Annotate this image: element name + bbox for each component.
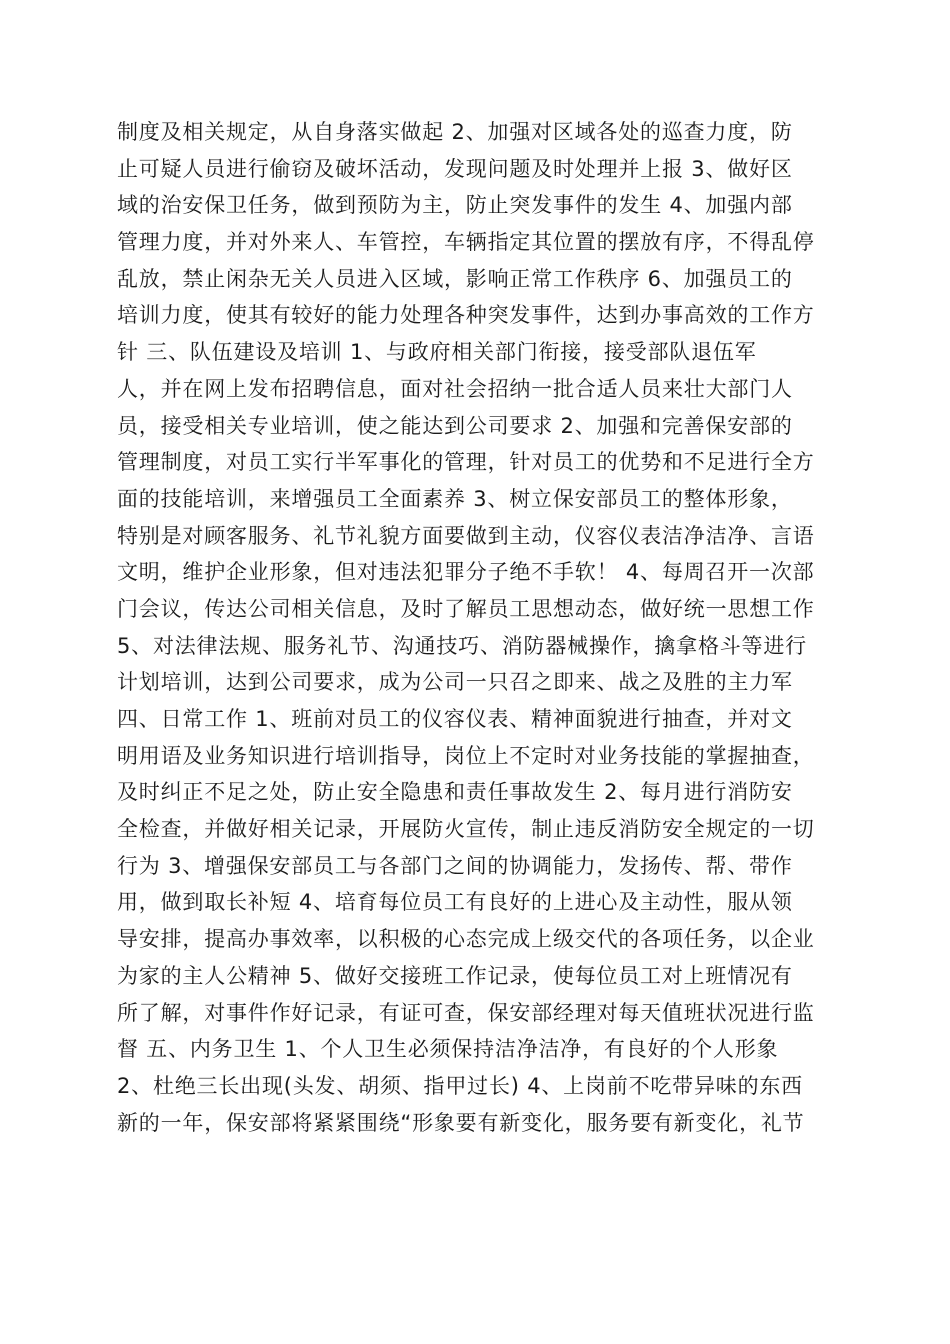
text-line: 乱放，禁止闲杂无关人员进入区域，影响正常工作秩序 6、加强员工的 bbox=[117, 266, 793, 291]
text-line: 为家的主人公精神 5、做好交接班工作记录，使每位员工对上班情况有 bbox=[117, 963, 793, 988]
text-line: 制度及相关规定，从自身落实做起 2、加强对区域各处的巡查力度，防 bbox=[117, 120, 793, 144]
text-line: 培训力度，使其有较好的能力处理各种突发事件，达到办事高效的工作方 bbox=[117, 303, 815, 328]
text-line: 人，并在网上发布招聘信息，面对社会招纳一批合适人员来壮大部门人 bbox=[117, 376, 793, 401]
text-line: 管理制度，对员工实行半军事化的管理，针对员工的优势和不足进行全方 bbox=[117, 450, 815, 475]
text-line: 新的一年，保安部将紧紧围绕“形象要有新变化，服务要有新变化，礼节 bbox=[117, 1110, 805, 1135]
text-line: 止可疑人员进行偷窃及破坏活动，发现问题及时处理并上报 3、做好区 bbox=[117, 156, 793, 181]
text-line: 全检查，并做好相关记录，开展防火宣传，制止违反消防安全规定的一切 bbox=[117, 817, 815, 842]
text-line: 管理力度，并对外来人、车管控，车辆指定其位置的摆放有序，不得乱停 bbox=[117, 230, 815, 255]
text-line: 行为 3、增强保安部员工与各部门之间的协调能力，发扬传、帮、带作 bbox=[117, 853, 793, 878]
body-text bbox=[117, 114, 837, 1141]
text-line: 所了解，对事件作好记录，有证可查，保安部经理对每天值班状况进行监 bbox=[117, 1000, 815, 1025]
text-line: 5、对法律法规、服务礼节、沟通技巧、消防器械操作，擒拿格斗等进行 bbox=[117, 633, 807, 658]
text-line: 四、日常工作 1、班前对员工的仪容仪表、精神面貌进行抽查，并对文 bbox=[117, 707, 793, 731]
text-line: 域的治安保卫任务，做到预防为主，防止突发事件的发生 4、加强内部 bbox=[117, 193, 793, 218]
text-line: 2、杜绝三长出现(头发、胡须、指甲过长) 4、上岗前不吃带异味的东西 bbox=[117, 1073, 803, 1098]
text-line: 特别是对顾客服务、礼节礼貌方面要做到主动，仪容仪表洁净洁净、言语 bbox=[117, 523, 815, 548]
text-line: 督 五、内务卫生 1、个人卫生必须保持洁净洁净，有良好的个人形象 bbox=[117, 1037, 779, 1062]
text-line: 针 三、队伍建设及培训 1、与政府相关部门衔接，接受部队退伍军 bbox=[117, 340, 757, 365]
text-line: 文明，维护企业形象，但对违法犯罪分子绝不手软！ 4、每周召开一次部 bbox=[117, 560, 815, 585]
text-line: 明用语及业务知识进行培训指导，岗位上不定时对业务技能的掌握抽查， bbox=[117, 743, 815, 768]
text-line: 及时纠正不足之处，防止安全隐患和责任事故发生 2、每月进行消防安 bbox=[117, 780, 793, 805]
text-line: 用，做到取长补短 4、培育每位员工有良好的上进心及主动性，服从领 bbox=[117, 890, 793, 915]
text-line: 门会议，传达公司相关信息，及时了解员工思想动态，做好统一思想工作 bbox=[117, 596, 815, 621]
text-line: 计划培训，达到公司要求，成为公司一只召之即来、战之及胜的主力军 bbox=[117, 670, 793, 695]
text-line: 面的技能培训，来增强员工全面素养 3、树立保安部员工的整体形象， bbox=[117, 486, 793, 511]
text-line: 导安排，提高办事效率，以积极的心态完成上级交代的各项任务，以企业 bbox=[117, 927, 815, 952]
text-line: 员，接受相关专业培训，使之能达到公司要求 2、加强和完善保安部的 bbox=[117, 413, 793, 438]
